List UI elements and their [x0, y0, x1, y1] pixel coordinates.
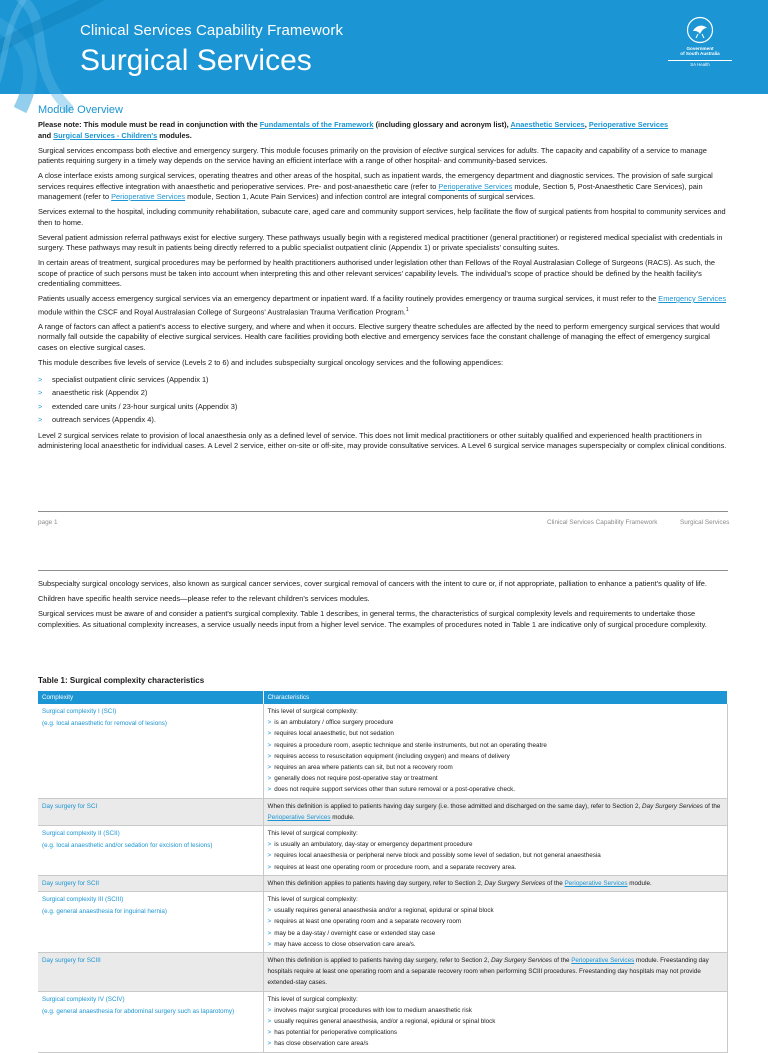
- list-item: [268, 1038, 724, 1049]
- list-item: [38, 400, 728, 413]
- anaesthetic-services-link[interactable]: Anaesthetic Services: [510, 120, 585, 129]
- list-item: [268, 916, 724, 927]
- p1-emphasis-elective: elective: [422, 145, 448, 155]
- list-item: [38, 373, 728, 386]
- list-item: [268, 850, 724, 861]
- note-separator: ,: [584, 120, 589, 129]
- chevron-right-icon: >: [267, 841, 272, 849]
- appendix-item-text: anaesthetic risk (Appendix 2): [52, 388, 148, 398]
- read-in-conjunction-note: [38, 120, 728, 141]
- characteristic-text: requires an area where patients can sit, but not a recovery room: [274, 764, 453, 772]
- paragraph-access-factors: A range of factors can affect a patient's access to elective surgery, and where and when it occurs. Elective surgery theatre schedules are affected by the need to perform emergency surgical services that would normally fall outside the capability of elective surgical services. Health care facilities providing both elective and emergency services face the constant challenge of managing the effect of emergency surgical cases on elective surgical cases.: [38, 321, 720, 352]
- day-surgery-text-c: of the: [551, 957, 572, 965]
- paragraph-scope-of-practice: In certain areas of treatment, surgical procedures may be performed by health practitioners authorised under legislation other than Fellows of the Royal Australasian College of Surgeons (RACS). As such, the scope of practice of such persons must be taken into account when interpreting this and other relevant services' capability levels. The individual's scope of practice should be defined by the health facility's credentialing committees.: [38, 258, 716, 288]
- surgical-services-children-link[interactable]: Surgical Services - Children's: [53, 130, 158, 140]
- chevron-right-icon: >: [267, 907, 272, 915]
- complexity-name: Surgical complexity II (SCII): [42, 830, 120, 838]
- chevron-right-icon: >: [38, 388, 43, 398]
- fundamentals-link[interactable]: Fundamentals of the Framework: [259, 120, 374, 129]
- logo-text-government: Government: [686, 46, 714, 51]
- characteristic-text: requires local anaesthetic, but not sedation: [274, 730, 394, 738]
- characteristics-cell: [263, 991, 728, 1052]
- chevron-right-icon: >: [267, 752, 272, 760]
- page-2-body: [38, 579, 728, 635]
- chevron-right-icon: >: [267, 1029, 272, 1037]
- characteristic-text: usually requires general anaesthesia and/or a regional, epidural or spinal block: [274, 907, 494, 915]
- list-item: [268, 773, 724, 784]
- perioperative-services-link-3[interactable]: Perioperative Services: [111, 192, 186, 201]
- complexity-name: Surgical complexity I (SCI): [42, 708, 117, 715]
- chevron-right-icon: >: [38, 374, 43, 384]
- paragraph-surgical-oncology: Subspecialty surgical oncology services, also known as surgical cancer services, cover surgical removal of cancers with the intent to cure or, if not appropriate, palliation to enhance a patient's quality of life.: [38, 579, 707, 588]
- list-item: [268, 740, 724, 751]
- chevron-right-icon: >: [267, 730, 272, 738]
- complexity-example: (e.g. general anaesthesia for abdominal surgery such as laparotomy): [42, 1007, 235, 1015]
- list-item: [268, 862, 724, 873]
- list-item: [268, 928, 724, 939]
- complexity-cell: Day surgery for SCIII: [38, 953, 263, 992]
- chevron-right-icon: >: [267, 852, 272, 860]
- list-item: [38, 413, 728, 426]
- list-item: [268, 1016, 724, 1027]
- characteristics-intro: This level of surgical complexity:: [267, 995, 358, 1003]
- characteristic-text: requires a procedure room, aseptic technique and sterile instruments, but not an operating theatre: [274, 741, 547, 749]
- chevron-right-icon: >: [38, 401, 43, 411]
- day-surgery-text-d: module.: [330, 813, 355, 821]
- appendix-item-text: specialist outpatient clinic services (Appendix 1): [52, 374, 209, 384]
- table-row: [38, 953, 728, 992]
- table-row: [38, 704, 728, 798]
- chevron-right-icon: >: [267, 719, 272, 727]
- complexity-name: Surgical complexity III (SCIII): [42, 896, 124, 904]
- list-item: [268, 784, 724, 795]
- day-surgery-text-a: When this definition is applied to patients having day surgery (i.e. those admitted and discharged on the same day), refer to Section 2,: [267, 802, 643, 810]
- p2-text-b: module, Section 5, Post-Anaesthetic Care Services), pain management (refer to: [38, 181, 703, 201]
- characteristic-text: requires local anaesthesia or peripheral nerve block and possibly some level of sedation, but not general anaesthesia: [274, 852, 601, 860]
- chevron-right-icon: >: [38, 414, 43, 424]
- characteristics-cell: [263, 798, 728, 825]
- chevron-right-icon: >: [267, 940, 272, 948]
- day-surgery-services-emphasis: Day Surgery Services: [491, 957, 552, 965]
- list-item: [268, 1027, 724, 1038]
- paragraph-level-2-and-6: Level 2 surgical services relate to provision of local anaesthesia only as a defined level of service. This does not limit medical practitioners or other suitably qualified and experienced health practitioners in administering local anaesthetic for individual cases. A Level 2 service, either on-site or off-site, may provide consultative services. A Level 6 surgical service manages superspecialty or complex clinical conditions.: [38, 430, 727, 451]
- appendix-item-text: outreach services (Appendix 4).: [52, 414, 156, 424]
- p1-emphasis-adults: adults: [517, 145, 537, 155]
- chevron-right-icon: >: [267, 929, 272, 937]
- day-surgery-services-emphasis: Day Surgery Services: [642, 802, 703, 810]
- perioperative-services-link[interactable]: Perioperative Services: [564, 879, 628, 887]
- table-row: [38, 991, 728, 1052]
- day-surgery-text-a: When this definition applies to patients having day surgery, refer to Section 2,: [267, 879, 485, 887]
- perioperative-services-link[interactable]: Perioperative Services: [588, 120, 669, 129]
- paragraph-children: Children have specific health service needs—please refer to the relevant children's services modules.: [38, 594, 370, 603]
- logo-text-sa-health: SA Health: [668, 60, 732, 68]
- p6-text-b: module within the CSCF and Royal Australasian College of Surgeons' Australasian Trauma Verification Program.: [38, 306, 406, 316]
- paragraph-elective-emergency: [38, 146, 728, 167]
- paragraph-surgical-complexity: Surgical services must be aware of and consider a patient's surgical complexity. Table 1 describes, in general terms, the characteristics of surgical complexity levels and requirements to undertake those complexities. As situational complexity increases, a service usually needs input from a higher level service. The examples of procedures noted in Table 1 are indicative only of surgical procedure complexity.: [38, 609, 707, 629]
- characteristic-text: requires at least one operating room or procedure room, and a separate recovery area.: [274, 863, 517, 871]
- complexity-cell: [38, 704, 263, 798]
- characteristic-text: requires access to resuscitation equipment (including oxygen) and means of delivery: [274, 752, 510, 760]
- complexity-cell: [38, 826, 263, 876]
- table-header-row: [38, 691, 728, 704]
- list-item: [268, 939, 724, 950]
- chevron-right-icon: >: [267, 786, 272, 794]
- chevron-right-icon: >: [267, 764, 272, 772]
- complexity-example: (e.g. local anaesthetic for removal of lesions): [42, 720, 167, 728]
- list-item: [268, 839, 724, 850]
- perioperative-services-link[interactable]: Perioperative Services: [267, 813, 331, 821]
- paragraph-interface: [38, 171, 728, 203]
- chevron-right-icon: >: [267, 863, 272, 871]
- p2-text-a: A close interface exists among surgical services, operating theatres and other areas of the hospital, such as inpatient wards, the emergency department and diagnostic services. The provision of safe surgical services requires effective integration with anaesthetic and perioperative services. Pre- and post-anaesthetic care (refer to: [38, 171, 713, 191]
- footer-document-name: Clinical Services Capability Framework: [547, 519, 658, 526]
- table-row: [38, 892, 728, 953]
- characteristics-intro: This level of surgical complexity:: [267, 830, 358, 838]
- characteristics-cell: [263, 875, 728, 891]
- list-item: [268, 905, 724, 916]
- day-surgery-text-a: When this definition is applied to patients having day surgery, refer to Section 2,: [267, 957, 492, 965]
- characteristic-text: usually requires general anaesthesia, and/or a regional, epidural or spinal block: [274, 1018, 496, 1026]
- complexity-cell: Day surgery for SCII: [38, 875, 263, 891]
- table-row: [38, 875, 728, 891]
- p1-text-a: Surgical services encompass both elective and emergency surgery. This module focuses primarily on the provision of: [38, 145, 423, 155]
- complexity-cell: [38, 892, 263, 953]
- complexity-cell: [38, 991, 263, 1052]
- characteristics-intro: This level of surgical complexity:: [267, 708, 358, 715]
- list-item: [268, 762, 724, 773]
- footer-module-name: Surgical Services: [680, 519, 730, 526]
- overview-body: [38, 120, 728, 456]
- p1-text-c: surgical services for: [447, 145, 518, 155]
- column-header-complexity: Complexity: [38, 691, 263, 704]
- header-banner: [0, 0, 768, 94]
- perioperative-services-link-2[interactable]: Perioperative Services: [438, 181, 513, 191]
- characteristic-text: is an ambulatory / office surgery procedure: [274, 719, 394, 727]
- characteristics-cell: [263, 704, 728, 798]
- list-item: [268, 728, 724, 739]
- characteristic-text: requires at least one operating room and a separate recovery room: [274, 918, 462, 926]
- characteristic-text: has close observation care area/s: [274, 1040, 369, 1048]
- complexity-name: Surgical complexity IV (SCIV): [42, 995, 125, 1003]
- chevron-right-icon: >: [267, 775, 272, 783]
- complexity-example: (e.g. general anaesthesia for inguinal hernia): [42, 908, 167, 916]
- note-tail-text: modules.: [157, 130, 192, 140]
- note-and-text: and: [38, 130, 54, 140]
- table-row: [38, 826, 728, 876]
- page-title: Surgical Services: [80, 44, 312, 77]
- perioperative-services-link[interactable]: Perioperative Services: [571, 957, 635, 965]
- list-item: [38, 386, 728, 399]
- characteristic-text: generally does not require post-operative stay or treatment: [274, 775, 438, 783]
- characteristics-intro: This level of surgical complexity:: [267, 896, 358, 904]
- characteristics-cell: [263, 892, 728, 953]
- list-item: [268, 717, 724, 728]
- p2-text-c: module, Section 1, Acute Pain Services) and infection control are integral components of surgical services.: [185, 192, 536, 201]
- government-sa-logo: [668, 16, 732, 86]
- table-title: Table 1: Surgical complexity characteristics: [38, 676, 205, 685]
- characteristic-text: has potential for perioperative complications: [274, 1029, 398, 1037]
- complexity-cell: Day surgery for SCI: [38, 798, 263, 825]
- p1-text-e: . The capacity and capability of a service to manage patients requiring surgery in a timely way depends on the service having an efficient interface with a range of other hospital- and community-based services.: [38, 145, 707, 165]
- day-surgery-services-emphasis: Day Surgery Services: [484, 879, 546, 887]
- chevron-right-icon: >: [267, 1006, 272, 1014]
- day-surgery-text-c: of the: [702, 802, 721, 810]
- characteristics-cell: [263, 826, 728, 876]
- chevron-right-icon: >: [267, 1040, 272, 1048]
- list-item: [268, 1005, 724, 1016]
- table-row: [38, 798, 728, 825]
- list-item: [268, 751, 724, 762]
- module-overview-heading: Module Overview: [38, 104, 123, 116]
- chevron-right-icon: >: [267, 741, 272, 749]
- paragraph-referral-pathways: Several patient admission referral pathways exist for elective surgery. These pathways usually begin with a registered medical practitioner (general practitioner) or registered medical specialist with credentials in surgery. These pathways may result in patients being directly referred to a public specialist outpatient clinic (Appendix 1) or private specialists' consulting suites.: [38, 232, 723, 252]
- note-lead-text: Please note: This module must be read in conjunction with the: [38, 120, 260, 129]
- piping-shrike-crest-icon: [686, 16, 714, 44]
- surgical-complexity-table: [38, 691, 728, 1053]
- chevron-right-icon: >: [267, 1018, 272, 1026]
- complexity-example: (e.g. local anaesthetic and/or sedation for excision of lesions): [42, 842, 213, 850]
- logo-text-state: of South Australia: [680, 51, 720, 57]
- paragraph-external-services: Services external to the hospital, including community rehabilitation, subacute care, aged care and community support services, help facilitate the flow of surgical patients from hospital to community services and then to home.: [38, 207, 726, 227]
- characteristics-cell: [263, 953, 728, 992]
- column-header-characteristics: Characteristics: [263, 691, 728, 704]
- day-surgery-text-d: module. Freestanding day hospitals require at least one operating room and a separate recovery room when performing SCIII procedures. Freestanding day hospitals may not provide extended-stay cases.: [267, 957, 709, 987]
- day-surgery-text-d: module.: [627, 879, 652, 887]
- chevron-right-icon: >: [267, 918, 272, 926]
- p6-text-a: Patients usually access emergency surgical services via an emergency department or inpatient ward. If a facility routinely provides emergency or trauma surgical services, it must refer to the: [38, 294, 659, 303]
- footer-divider: [38, 511, 728, 512]
- day-surgery-text-c: of the: [545, 879, 565, 887]
- paragraph-emergency-access: [38, 294, 728, 317]
- characteristic-text: may have access to close observation care area/s.: [274, 940, 416, 948]
- paragraph-levels-intro: This module describes five levels of service (Levels 2 to 6) and includes subspecialty surgical oncology services and the following appendices:: [38, 357, 504, 367]
- page-2-top-divider: [38, 570, 728, 571]
- characteristic-text: may be a day-stay / overnight case or extended stay case: [274, 929, 436, 937]
- note-mid-text: (including glossary and acronym list),: [373, 120, 511, 129]
- characteristic-text: does not require support services other than suture removal or a post-operative check.: [274, 786, 515, 794]
- characteristic-text: is usually an ambulatory, day-stay or emergency department procedure: [274, 841, 473, 849]
- appendices-list: [38, 373, 728, 426]
- emergency-services-link[interactable]: Emergency Services: [658, 294, 727, 303]
- characteristic-text: involves major surgical procedures with low to medium anaesthetic risk: [274, 1006, 472, 1014]
- footnote-marker: 1: [405, 306, 409, 313]
- page-number: page 1: [38, 519, 58, 526]
- appendix-item-text: extended care units / 23-hour surgical units (Appendix 3): [52, 401, 238, 411]
- framework-subtitle: Clinical Services Capability Framework: [80, 22, 344, 39]
